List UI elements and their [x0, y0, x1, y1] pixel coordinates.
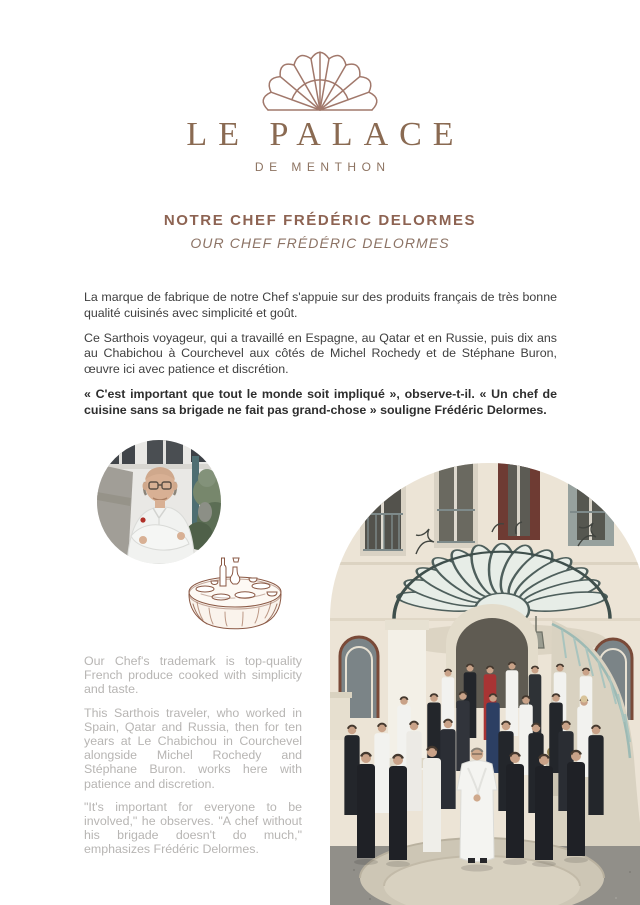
en-quote-paragraph: "It's important for everyone to be involved," he observes. "A chef without his brigade doesn't do much," emphasizes Frédéric Delormes. [84, 799, 302, 857]
fr-quote-paragraph: « C'est important que tout le monde soit impliqué », observe-t-il. « Un chef de cuisine sans sa brigade ne fait pas grand-chose » souligne Frédéric Delormes. [84, 386, 557, 417]
brand-header [0, 50, 640, 174]
english-intro-text [84, 654, 302, 866]
fr-paragraph-1: La marque de fabrique de notre Chef s'appuie sur des produits français de très bonne qualité cuisinés avec simplicité et goût. [84, 290, 557, 320]
en-paragraph-2: This Sarthois traveler, who worked in Spain, Qatar and Russia, then for ten years at Le Chabichou in Courchevel alongside Michel Rochedy and Stéphane Buron. works here with patience and discretion. [84, 705, 302, 791]
team-entrance-photo [330, 458, 640, 905]
fr-paragraph-2: Ce Sarthois voyageur, qui a travaillé en Espagne, au Qatar et en Russie, puis dix ans au Chabichou à Courchevel aux côtés de Michel Rochedy et de Stéphane Buron, œuvre ici avec patience et discrétion. [84, 330, 557, 377]
chef-figure [457, 748, 497, 863]
chef-portrait-illustration [97, 440, 221, 564]
team-photo-illustration [330, 458, 640, 905]
table-sketch-illustration [183, 552, 287, 636]
french-intro-text [84, 290, 557, 428]
art-nouveau-fan-icon [254, 50, 386, 112]
brand-subname: DE MENTHON [254, 160, 391, 174]
section-title-fr: NOTRE CHEF FRÉDÉRIC DELORMES [163, 212, 477, 229]
section-heading [0, 212, 640, 252]
brand-name: LE PALACE [186, 116, 465, 153]
section-title-en: OUR CHEF FRÉDÉRIC DELORMES [190, 235, 450, 251]
dining-table-sketch-icon [183, 552, 287, 636]
en-paragraph-1: Our Chef's trademark is top-quality French produce cooked with simplicity and taste. [84, 654, 302, 697]
chef-portrait-photo [97, 440, 221, 564]
